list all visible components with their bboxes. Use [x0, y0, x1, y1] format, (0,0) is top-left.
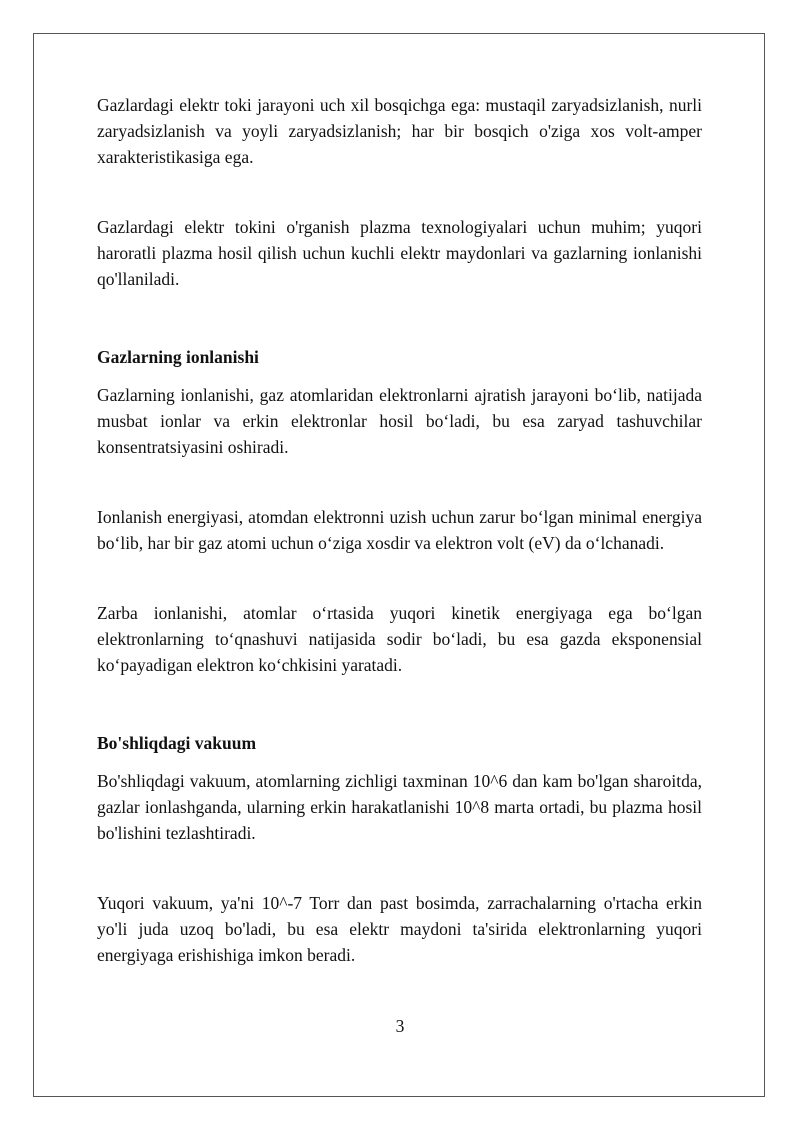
paragraph-ionization-definition: Gazlarning ionlanishi, gaz atomlaridan elektronlarni ajratish jarayoni bo‘lib, natijada musbat ionlar va erkin elektronlar hosil bo‘ladi, bu esa zaryad tashuvchilar konsentratsiyasini oshiradi.	[97, 385, 702, 457]
paragraph-ionization-energy: Ionlanish energiyasi, atomdan elektronni uzish uchun zarur bo‘lgan minimal energiya bo‘lib, har bir gaz atomi uchun o‘ziga xosdir va elektron volt (eV) da o‘lchanadi.	[97, 507, 702, 553]
paragraph-impact-ionization: Zarba ionlanishi, atomlar o‘rtasida yuqori kinetik energiyaga ega bo‘lgan elektronlarning to‘qnashuvi natijasida sodir bo‘ladi, bu esa gazda eksponensial ko‘payadigan elektron ko‘chkisini yaratadi.	[97, 603, 702, 675]
section-heading-vacuum: Bo'shliqdagi vakuum	[97, 733, 257, 753]
paragraph-electric-current-stages: Gazlardagi elektr toki jarayoni uch xil bosqichga ega: mustaqil zaryadsizlanish, nurli zaryadsizlanish va yoyli zaryadsizlanish; har bir bosqich o'ziga xos volt-amper xarakteristikasiga ega.	[97, 95, 702, 167]
section-heading-ionization: Gazlarning ionlanishi	[97, 347, 259, 367]
paragraph-high-vacuum: Yuqori vakuum, ya'ni 10^-7 Torr dan past bosimda, zarrachalarning o'rtacha erkin yo'li juda uzoq bo'ladi, bu esa elektr maydoni ta'sirida elektronlarning yuqori energiyaga erishishiga imkon beradi.	[97, 893, 702, 965]
page-content	[97, 92, 702, 968]
page-number: 3	[395, 1016, 405, 1036]
paragraph-plasma-technology: Gazlardagi elektr tokini o'rganish plazma texnologiyalari uchun muhim; yuqori haroratli plazma hosil qilish uchun kuchli elektr maydonlari va gazlarning ionlanishi qo'llaniladi.	[97, 217, 702, 289]
paragraph-vacuum-density: Bo'shliqdagi vakuum, atomlarning zichligi taxminan 10^6 dan kam bo'lgan sharoitda, gazlar ionlashganda, ularning erkin harakatlanishi 10^8 marta ortadi, bu plazma hosil bo'lishini tezlashtiradi.	[97, 771, 702, 843]
